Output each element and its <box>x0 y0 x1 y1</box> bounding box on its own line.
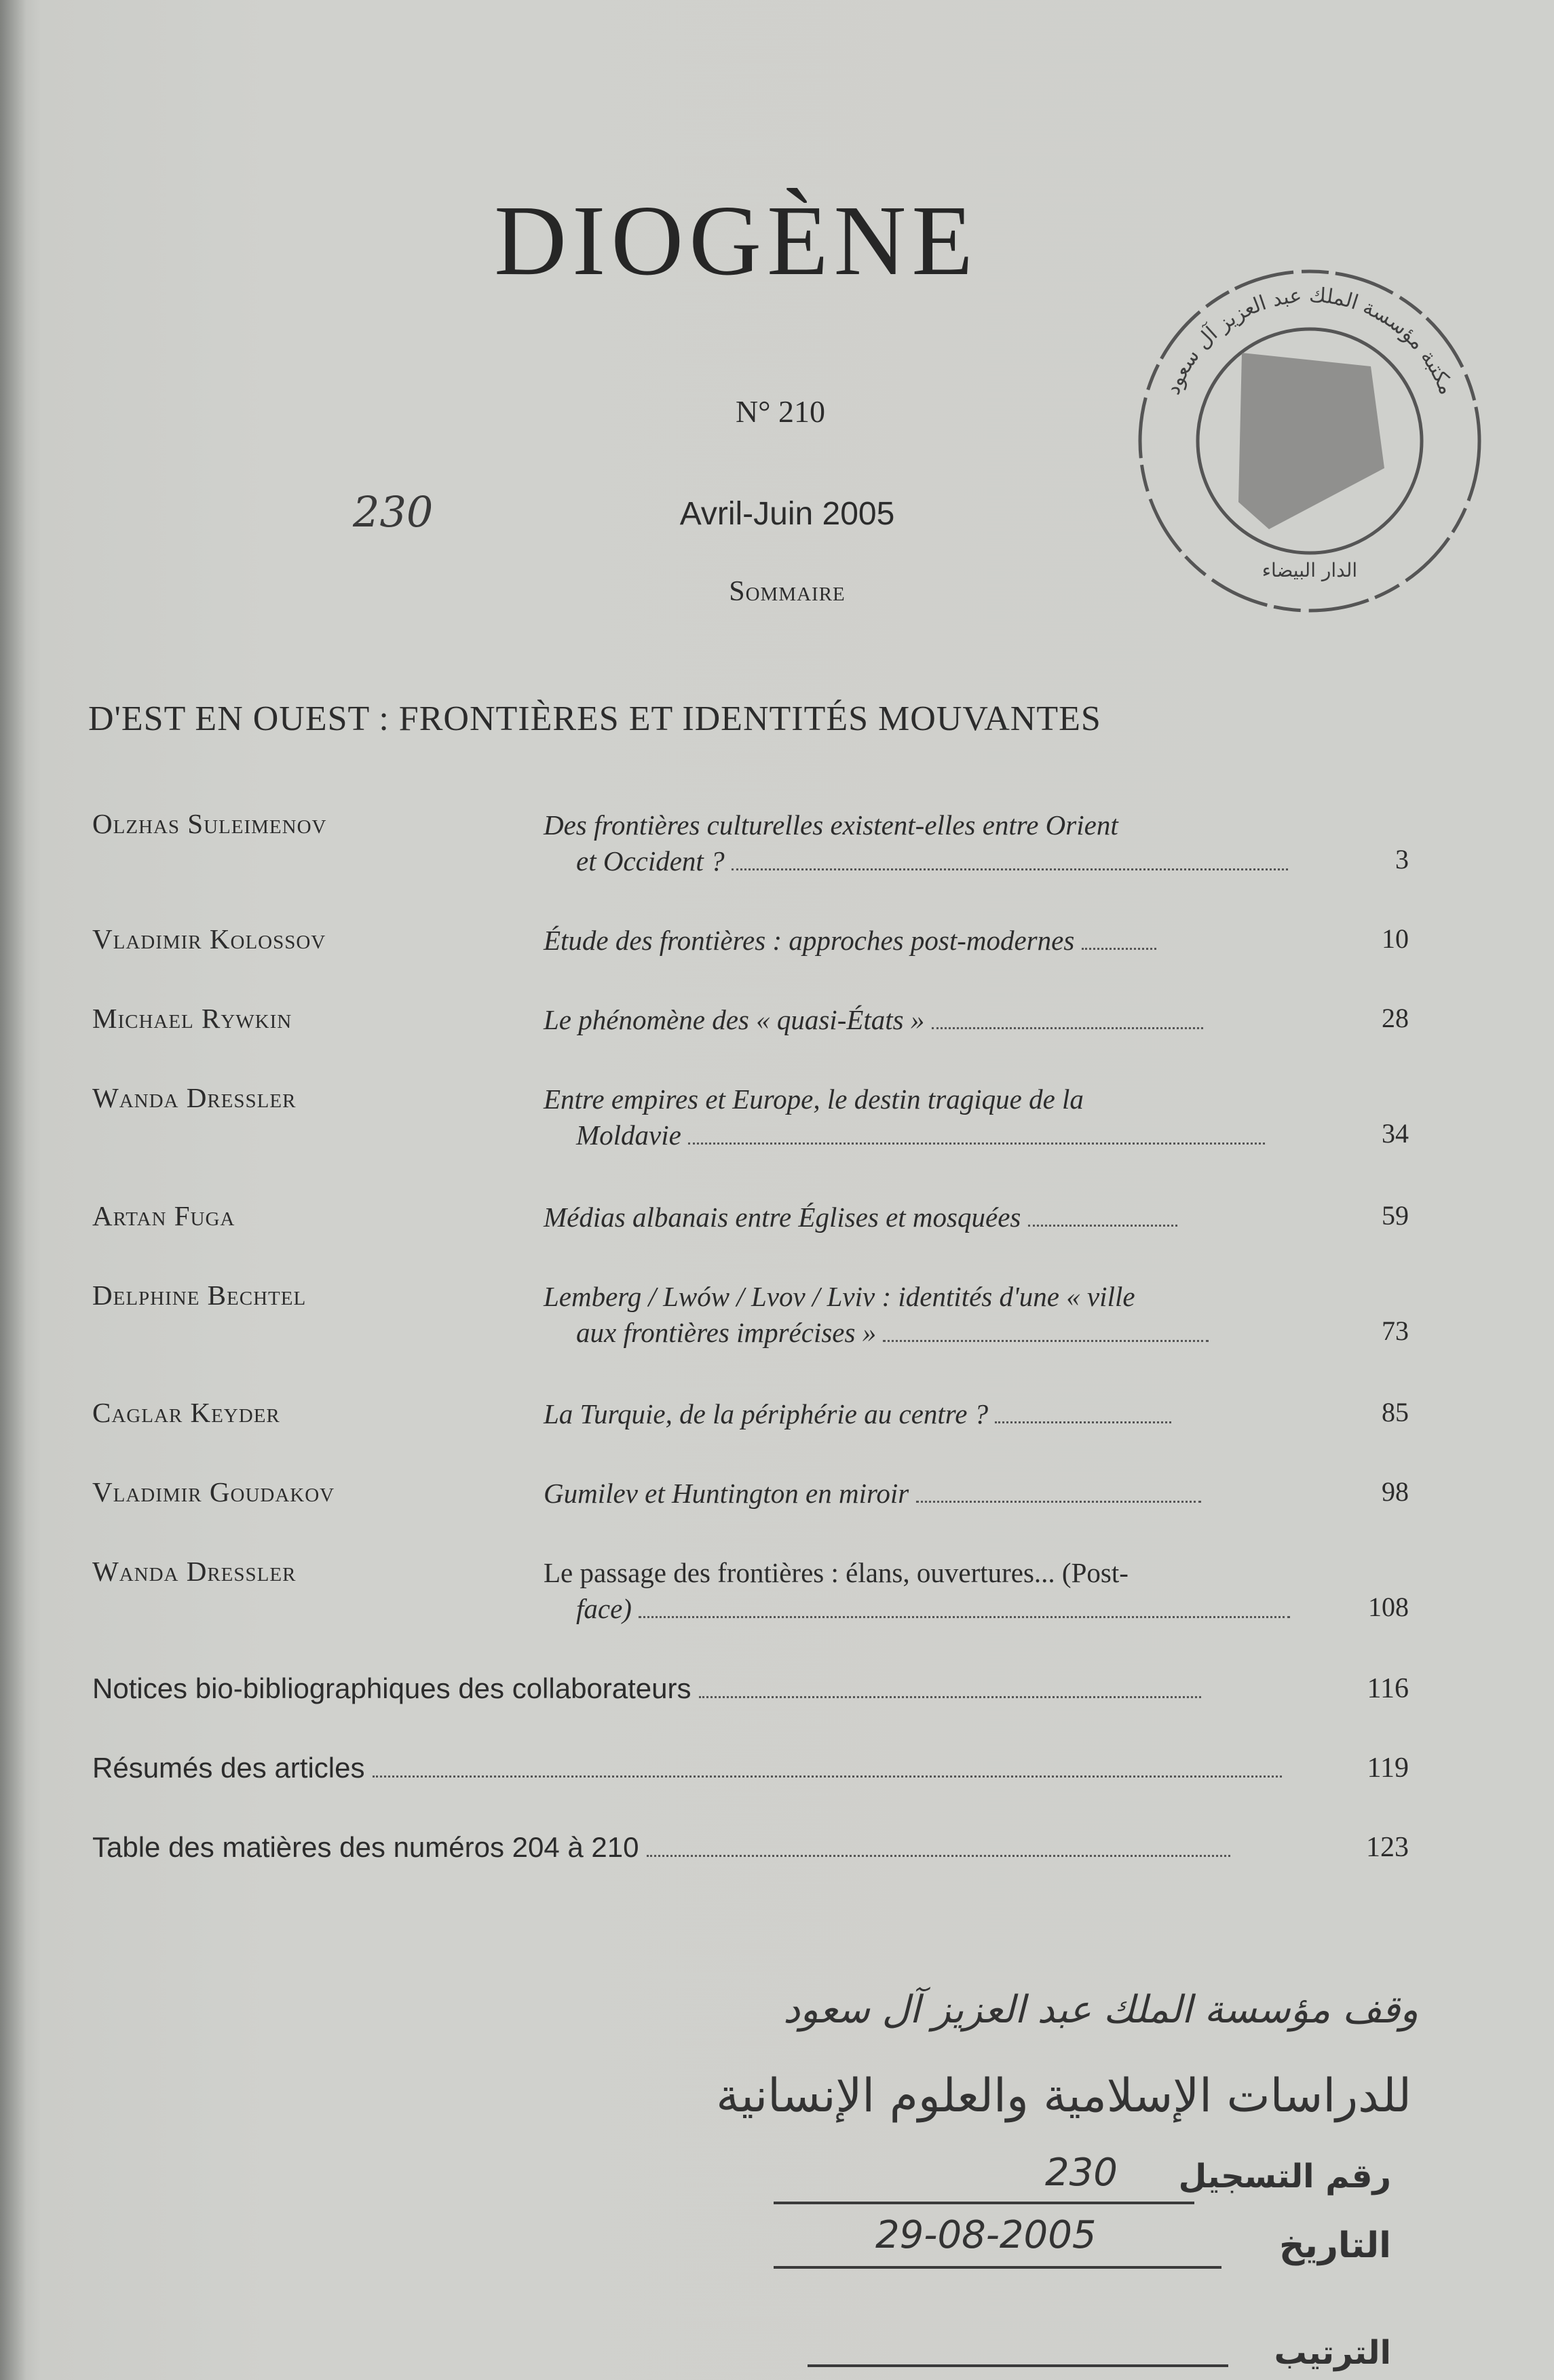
dot-leader <box>916 1494 1201 1503</box>
article-title <box>544 923 1324 959</box>
date-value: 29-08-2005 <box>875 2213 1097 2257</box>
date-underline <box>774 2266 1221 2269</box>
article-author: Caglar Keyder <box>92 1397 280 1428</box>
article-title-line: Le passage des frontières : élans, ouvertures... (Post- <box>544 1557 1129 1588</box>
library-stamp <box>1106 237 1513 645</box>
article-title-line: face) <box>576 1593 632 1624</box>
article-author: Delphine Bechtel <box>92 1280 307 1311</box>
article-title-line: Étude des frontières : approches post-modernes <box>544 925 1075 956</box>
dot-leader <box>1082 941 1156 950</box>
article-title-line: Le phénomène des « quasi-États » <box>544 1004 925 1035</box>
article-title <box>544 1396 1324 1432</box>
article-title-line: aux frontières imprécises » <box>576 1317 877 1348</box>
dot-leader <box>688 1136 1265 1145</box>
handwritten-foundation-line: وقف مؤسسة الملك عبد العزيز آل سعود <box>783 1988 1418 2032</box>
misc-entry <box>92 1752 1436 1784</box>
article-title <box>544 1081 1324 1153</box>
registration-value: 230 <box>1045 2151 1118 2195</box>
article-title <box>544 1279 1324 1351</box>
article-page: 34 <box>1382 1118 1409 1149</box>
classification-underline <box>808 2364 1228 2367</box>
section-title: D'EST EN OUEST : FRONTIÈRES ET IDENTITÉS MOUVANTES <box>88 699 1101 738</box>
stamp-top-text: مكتبة مؤسسة الملك عبد العزيز آل سعود <box>1160 283 1459 398</box>
dot-leader <box>883 1333 1209 1342</box>
handwritten-institute-line: للدراسات الإسلامية والعلوم الإنسانية <box>716 2069 1411 2123</box>
article-author: Wanda Dressler <box>92 1556 297 1587</box>
dot-leader <box>732 862 1288 870</box>
classification-label: الترتيب <box>1274 2334 1391 2372</box>
dot-leader <box>995 1415 1171 1423</box>
registration-underline <box>774 2202 1194 2204</box>
dot-leader <box>1028 1218 1177 1227</box>
article-author: Wanda Dressler <box>92 1082 297 1113</box>
dot-leader <box>932 1020 1203 1029</box>
dot-leader <box>639 1609 1290 1618</box>
registration-label: رقم التسجيل <box>1178 2157 1391 2195</box>
stamp-bottom-text: الدار البيضاء <box>1262 559 1358 581</box>
dot-leader <box>647 1849 1230 1857</box>
article-page: 98 <box>1382 1476 1409 1507</box>
dot-leader <box>699 1691 1201 1698</box>
book-spine <box>0 0 27 2380</box>
article-page: 10 <box>1382 923 1409 954</box>
article-title <box>544 807 1324 879</box>
handwritten-number: 230 <box>353 487 434 537</box>
misc-entry <box>92 1831 1436 1864</box>
misc-label: Table des matières des numéros 204 à 210 <box>92 1831 639 1863</box>
issue-number: N° 210 <box>735 394 826 429</box>
article-title-line: Gumilev et Huntington en miroir <box>544 1478 909 1509</box>
article-title <box>544 1476 1324 1512</box>
journal-title: DIOGÈNE <box>494 185 979 296</box>
article-page: 28 <box>1382 1003 1409 1033</box>
summary-heading: Sommaire <box>729 576 846 607</box>
misc-label: Notices bio-bibliographiques des collaborateurs <box>92 1672 691 1704</box>
article-page: 108 <box>1368 1592 1409 1622</box>
article-page: 85 <box>1382 1397 1409 1427</box>
article-title <box>544 1199 1324 1235</box>
article-author: Artan Fuga <box>92 1200 235 1231</box>
article-title-line: Entre empires et Europe, le destin tragique de la <box>544 1083 1084 1115</box>
misc-page: 116 <box>1367 1673 1409 1704</box>
issue-date: Avril-Juin 2005 <box>679 496 895 532</box>
article-page: 73 <box>1382 1316 1409 1346</box>
article-title <box>544 1002 1324 1038</box>
article-title-line: La Turquie, de la périphérie au centre ? <box>544 1398 989 1429</box>
article-title-line: Moldavie <box>576 1119 681 1151</box>
article-title-line: Médias albanais entre Églises et mosquées <box>544 1202 1021 1233</box>
article-page: 3 <box>1395 844 1409 875</box>
article-author: Vladimir Kolossov <box>92 923 326 955</box>
misc-entry <box>92 1672 1436 1705</box>
date-label: التاريخ <box>1278 2225 1391 2266</box>
dot-leader <box>373 1770 1282 1778</box>
misc-page: 119 <box>1367 1752 1409 1784</box>
article-author: Olzhas Suleimenov <box>92 808 327 839</box>
stamp-emblem <box>1238 353 1384 529</box>
article-title-line: Lemberg / Lwów / Lvov / Lviv : identités d'une « ville <box>544 1281 1135 1312</box>
article-page: 59 <box>1382 1200 1409 1231</box>
article-title-line: Des frontières culturelles existent-elles entre Orient <box>544 809 1118 841</box>
misc-page: 123 <box>1366 1832 1409 1863</box>
article-title-line: et Occident ? <box>576 845 725 877</box>
misc-label: Résumés des articles <box>92 1752 365 1784</box>
article-author: Michael Rywkin <box>92 1003 292 1034</box>
article-author: Vladimir Goudakov <box>92 1476 335 1508</box>
article-title <box>544 1555 1324 1627</box>
